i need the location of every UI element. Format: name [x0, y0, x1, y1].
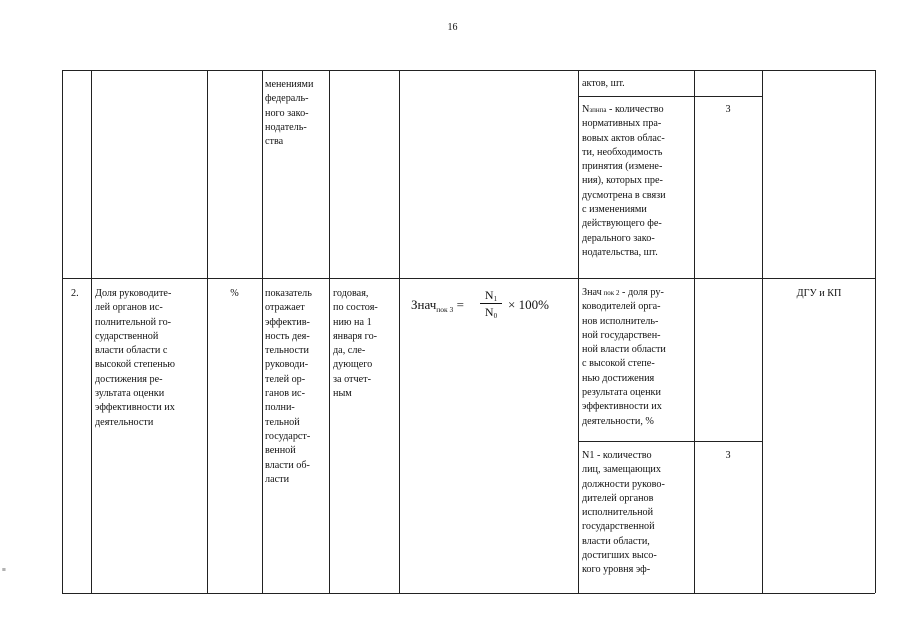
- table-border-left: [62, 70, 63, 593]
- r2-formula: [411, 288, 576, 324]
- table-border-bottom: [62, 593, 875, 594]
- scan-artifact: ≡: [2, 566, 6, 574]
- formula-equals: =: [453, 297, 464, 312]
- r1-var-subscript: зпнпа: [589, 106, 607, 114]
- formula-lhs-text: Знач: [411, 297, 437, 312]
- col-divider-3: [262, 70, 263, 593]
- denominator-sub: 0: [493, 312, 498, 320]
- r1-source-code: 3: [725, 104, 731, 115]
- numerator-symbol: N: [484, 288, 494, 302]
- col-divider-8: [762, 70, 763, 593]
- r2-periodicity: годовая, по состоя- нию на 1 января го- да, сле- дующего за отчет- ным: [333, 288, 378, 400]
- r2-description: показатель отражает эффектив- ность дея- тельности руководи- телей ор- ганов ис- полни- тельной государст- венной власти об- ласти: [265, 288, 312, 485]
- col-divider-2: [207, 70, 208, 593]
- col-divider-4: [329, 70, 330, 593]
- r2-var-subscript: пок 2: [601, 289, 620, 297]
- r2-indicator-name: Доля руководите- лей органов ис- полнительной го- сударственной власти области с высокой степенью достижения ре- зультата оценки эффективности их деятельности: [95, 288, 175, 428]
- r2-variable-value: [582, 286, 692, 429]
- row-sub-divider-2: [578, 441, 762, 442]
- denominator-symbol: N: [484, 305, 494, 319]
- fraction-bar: [480, 303, 502, 304]
- col-divider-6: [578, 70, 579, 593]
- row-divider: [62, 278, 875, 279]
- r2-number: 2.: [71, 288, 79, 299]
- r2-source-code: 3: [725, 450, 731, 461]
- r2-var-text: - доля ру- ководителей орга- нов исполнитель- ной государствен- ной власти области с высокой степе- нью достижения результата оценки эффективности их деятельности, %: [582, 287, 666, 427]
- row-sub-divider-1: [578, 96, 762, 97]
- r2-var-lead: Знач: [582, 287, 602, 298]
- r1-var-text: - количество нормативных пра- вовых актов облас- ти, необходимость принятия (измене- ния), которых пре- дусмотрена в связи с изменениями действующего фе- дерального зако- нодательства, шт.: [582, 104, 666, 258]
- r1-variable-npa: [582, 103, 692, 260]
- numerator-sub: 1: [493, 295, 498, 303]
- r1-description-cont: менениями федераль- ного зако- нодатель- ства: [265, 79, 314, 148]
- table-border-right: [875, 70, 876, 593]
- col-divider-7: [694, 70, 695, 593]
- formula-fraction: [480, 288, 502, 319]
- col-divider-1: [91, 70, 92, 593]
- formula-lhs-sub: пок 3: [436, 305, 454, 314]
- formula-numerator: [480, 288, 502, 302]
- formula-denominator: [480, 305, 502, 319]
- table-border-top: [62, 70, 875, 71]
- page-number: 16: [447, 22, 458, 33]
- formula-rhs: × 100%: [508, 297, 549, 312]
- r1-variable-cont: актов, шт.: [582, 78, 625, 89]
- r1-var-symbol: N: [582, 104, 590, 115]
- r2-unit: %: [230, 288, 239, 299]
- col-divider-5: [399, 70, 400, 593]
- formula-lhs: [411, 298, 464, 314]
- r2-variable-n1: N1 - количество лиц, замещающих должности руково- дителей органов исполнительной государственной власти области, достигших высо- кого уровня эф-: [582, 450, 665, 576]
- r2-responsible: ДГУ и КП: [796, 288, 842, 299]
